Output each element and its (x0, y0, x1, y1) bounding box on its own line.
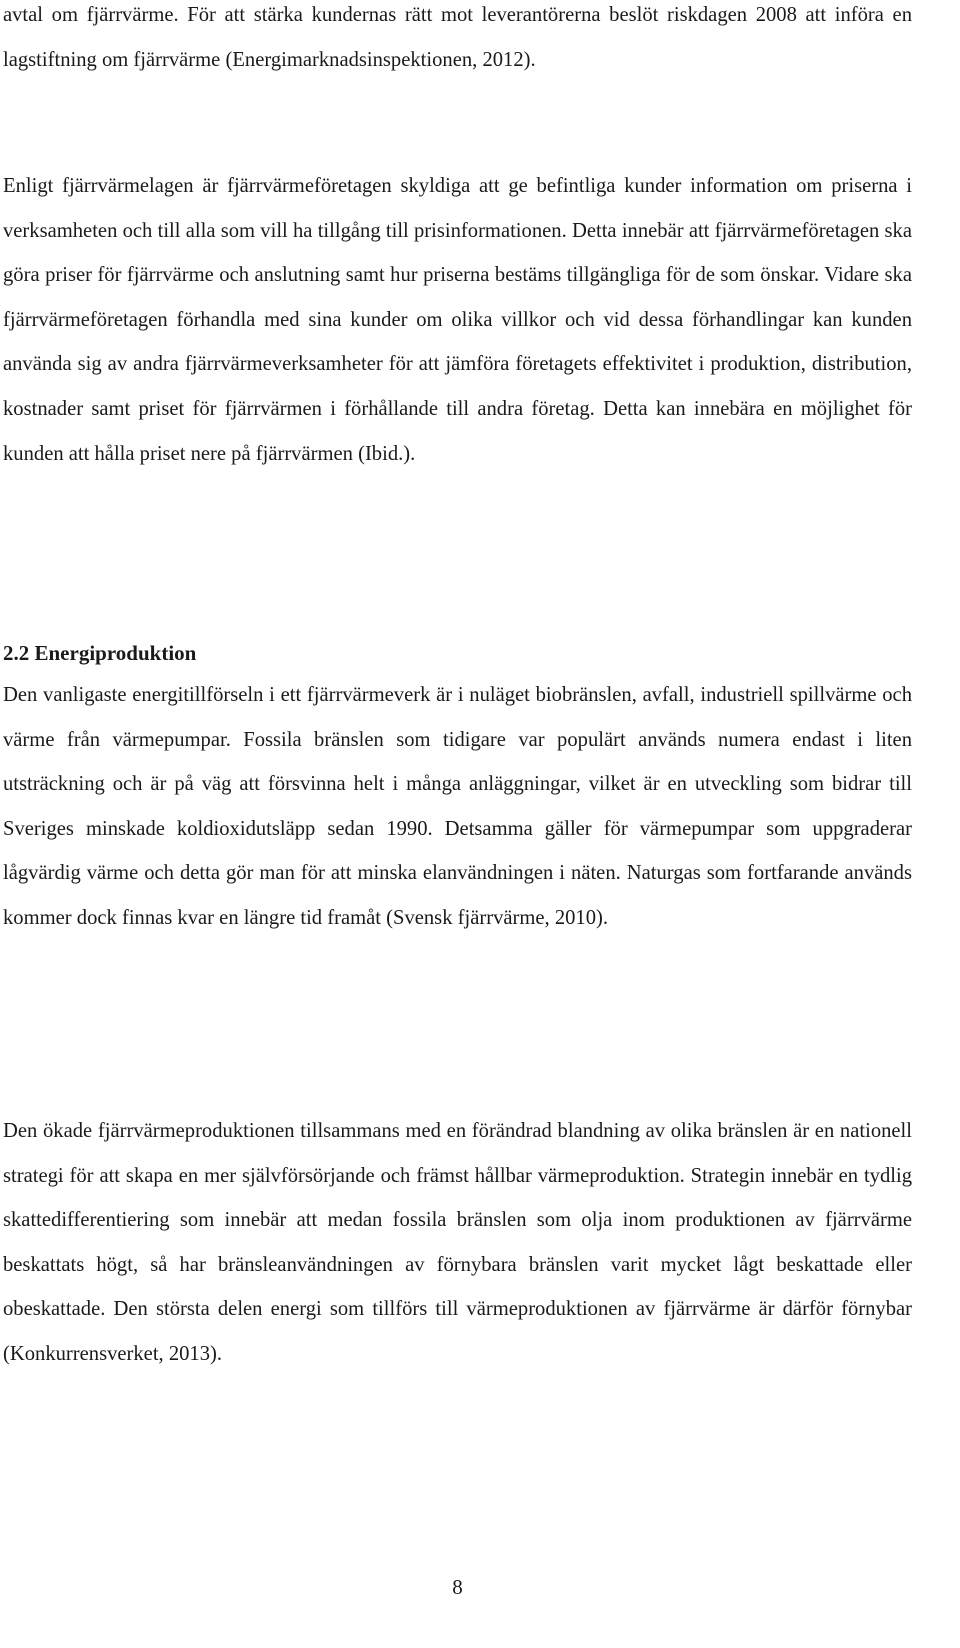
section-heading: 2.2 Energiproduktion (3, 641, 197, 665)
paragraph-price-information: Enligt fjärrvärmelagen är fjärrvärmeföretagen skyldiga att ge befintliga kunder information om priserna i verksamheten och till alla som vill ha tillgång till prisinformationen. Detta innebär att fjärrvärmeföretagen ska göra priser för fjärrvärme och anslutning samt hur priserna bestäms tillgängliga för de som önskar. Vidare ska fjärrvärmeföretagen förhandla med sina kunder om olika villkor och vid dessa förhandlingar kan kunden använda sig av andra fjärrvärmeverksamheter för att jämföra företagets effektivitet i produktion, distribution, kostnader samt priset för fjärrvärmen i förhållande till andra företag. Detta kan innebära en möjlighet för kunden att hålla priset nere på fjärrvärmen (Ibid.). (3, 175, 912, 465)
paragraph-energy-sources: Den vanligaste energitillförseln i ett fjärrvärmeverk är i nuläget biobränslen, avfall, industriell spillvärme och värme från värmepumpar. Fossila bränslen som tidigare var populärt används numera endast i liten utsträckning och är på väg att försvinna helt i många anläggningar, vilket är en utveckling som bidrar till Sveriges minskade koldioxidutsläpp sedan 1990. Detsamma gäller för värmepumpar som uppgraderar lågvärdig värme och detta gör man för att minska elanvändningen i näten. Naturgas som fortfarande används kommer dock finnas kvar en längre tid framåt (Svensk fjärrvärme, 2010). (3, 684, 912, 929)
page-number: 8 (452, 1575, 463, 1599)
paragraph-intro-tail: avtal om fjärrvärme. För att stärka kundernas rätt mot leverantörerna beslöt riskdagen 2008 att införa en lagstiftning om fjärrvärme (Energimarknadsinspektionen, 2012). (3, 4, 912, 71)
paragraph-national-strategy: Den ökade fjärrvärmeproduktionen tillsammans med en förändrad blandning av olika bränslen är en nationell strategi för att skapa en mer självförsörjande och främst hållbar värmeproduktion. Strategin innebär en tydlig skattedifferentiering som innebär att medan fossila bränslen som olja inom produktionen av fjärrvärme beskattats högt, så har bränsleanvändningen av förnybara bränslen varit mycket lågt beskattade eller obeskattade. Den största delen energi som tillförs till värmeproduktionen av fjärrvärme är därför förnybar (Konkurrensverket, 2013). (3, 1120, 912, 1365)
